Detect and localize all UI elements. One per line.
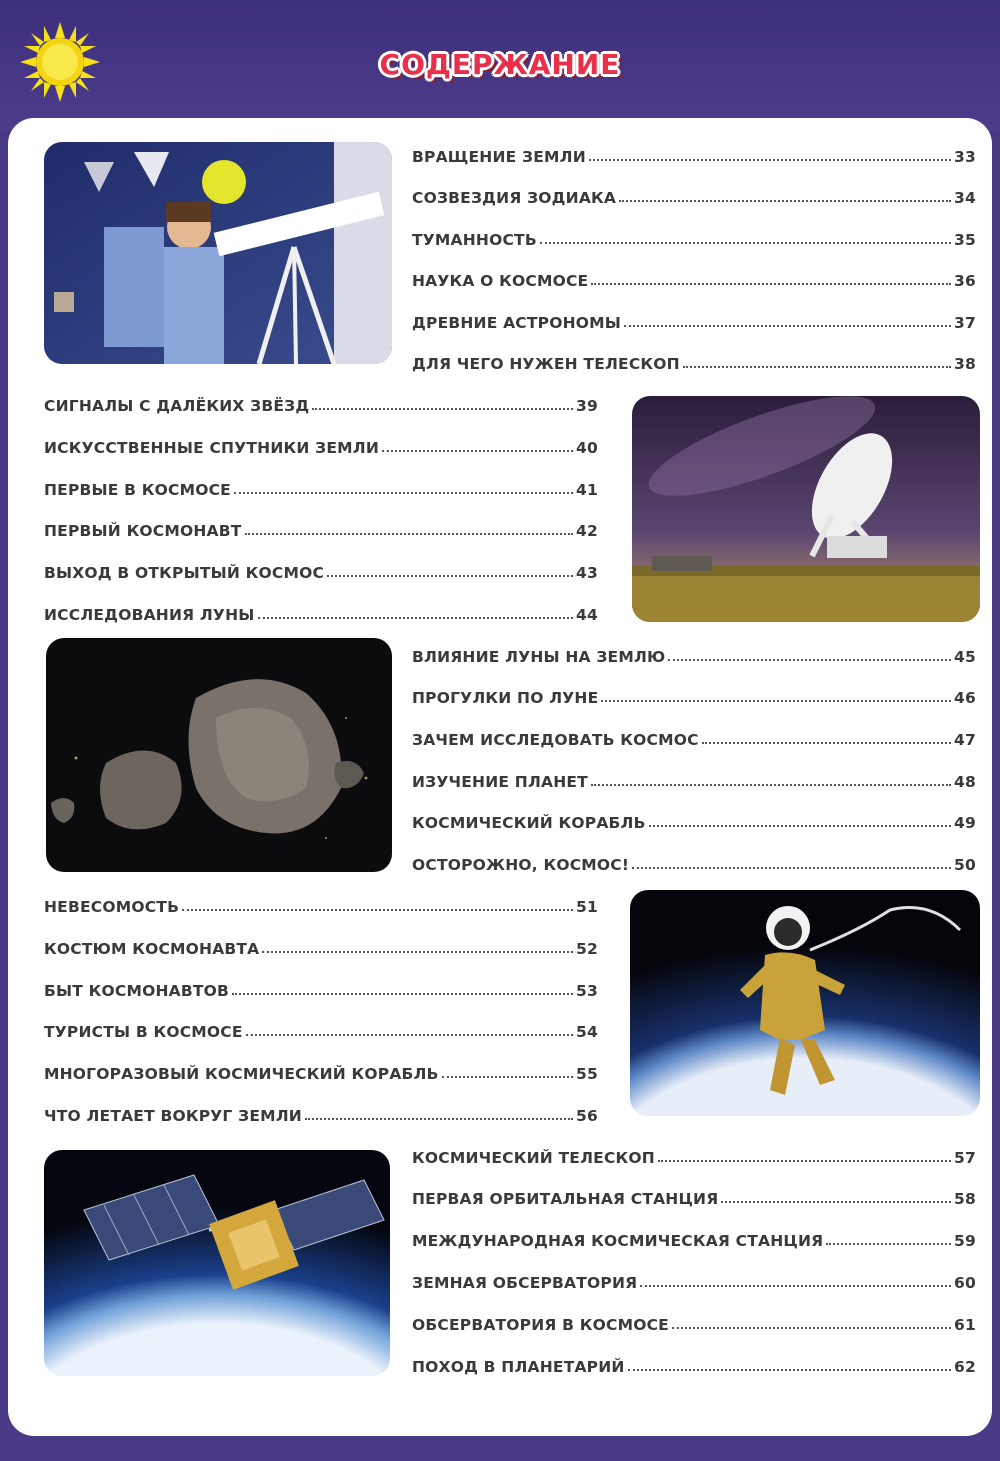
toc-label: ДРЕВНИЕ АСТРОНОМЫ xyxy=(412,314,622,332)
toc-entry[interactable] xyxy=(412,1266,976,1292)
dot-leader xyxy=(245,533,573,535)
toc-page: 59 xyxy=(954,1232,976,1250)
page-title: содержание xyxy=(379,38,621,84)
toc-entry[interactable] xyxy=(44,431,598,457)
toc-page: 42 xyxy=(576,522,598,540)
toc-entry[interactable] xyxy=(44,556,598,582)
toc-entry[interactable] xyxy=(412,1224,976,1250)
toc-label: ВРАЩЕНИЕ ЗЕМЛИ xyxy=(412,148,586,166)
toc-label: ОСТОРОЖНО, КОСМОС! xyxy=(412,856,630,874)
toc-page: 35 xyxy=(954,231,976,249)
toc-label: КОСМИЧЕСКИЙ КОРАБЛЬ xyxy=(412,814,646,832)
dot-leader xyxy=(721,1201,951,1203)
toc-entry[interactable] xyxy=(44,932,598,958)
toc-page: 48 xyxy=(954,773,976,791)
toc-entry[interactable] xyxy=(412,681,976,707)
toc-entry[interactable] xyxy=(44,974,598,1000)
toc-label: КОСТЮМ КОСМОНАВТА xyxy=(44,940,260,958)
toc-page: 40 xyxy=(576,439,598,457)
asteroids-photo xyxy=(46,638,392,872)
dot-leader xyxy=(312,408,573,410)
dot-leader xyxy=(591,283,951,285)
toc-page: 37 xyxy=(954,314,976,332)
toc-page: 45 xyxy=(954,648,976,666)
dot-leader xyxy=(591,784,951,786)
dot-leader xyxy=(601,700,951,702)
dot-leader xyxy=(262,951,573,953)
toc-label: НАУКА О КОСМОСЕ xyxy=(412,272,589,290)
toc-label: ИССЛЕДОВАНИЯ ЛУНЫ xyxy=(44,606,255,624)
toc-page: 39 xyxy=(576,397,598,415)
toc-entry[interactable] xyxy=(44,389,598,415)
dot-leader xyxy=(540,242,951,244)
toc-page: 34 xyxy=(954,189,976,207)
toc-label: ИСКУССТВЕННЫЕ СПУТНИКИ ЗЕМЛИ xyxy=(44,439,380,457)
toc-entry[interactable] xyxy=(412,765,976,791)
toc-label: ВЫХОД В ОТКРЫТЫЙ КОСМОС xyxy=(44,564,325,582)
cosmonaut-photo xyxy=(630,890,980,1116)
toc-label: ОБСЕРВАТОРИЯ В КОСМОСЕ xyxy=(412,1316,669,1334)
toc-page: 44 xyxy=(576,606,598,624)
toc-page: 51 xyxy=(576,898,598,916)
toc-entry[interactable] xyxy=(44,514,598,540)
dot-leader xyxy=(258,617,574,619)
dot-leader xyxy=(632,867,951,869)
satellite-photo xyxy=(44,1150,390,1376)
toc-page: 52 xyxy=(576,940,598,958)
toc-entry[interactable] xyxy=(412,723,976,749)
toc-entry[interactable] xyxy=(412,347,976,373)
toc-label: ПРОГУЛКИ ПО ЛУНЕ xyxy=(412,689,599,707)
toc-page: 50 xyxy=(954,856,976,874)
dot-leader xyxy=(826,1243,951,1245)
toc-page: 41 xyxy=(576,481,598,499)
dot-leader xyxy=(702,742,951,744)
toc-entry[interactable] xyxy=(412,1350,976,1376)
toc-label: ПЕРВАЯ ОРБИТАЛЬНАЯ СТАНЦИЯ xyxy=(412,1190,719,1208)
toc-entry[interactable] xyxy=(412,1182,976,1208)
boy-telescope-photo xyxy=(44,142,392,364)
toc-entry[interactable] xyxy=(412,848,976,874)
dot-leader xyxy=(624,325,951,327)
toc-label: ЧТО ЛЕТАЕТ ВОКРУГ ЗЕМЛИ xyxy=(44,1107,302,1125)
toc-label: ЗЕМНАЯ ОБСЕРВАТОРИЯ xyxy=(412,1274,638,1292)
toc-page: 54 xyxy=(576,1023,598,1041)
toc-page: 62 xyxy=(954,1358,976,1376)
toc-page: 57 xyxy=(954,1149,976,1167)
toc-entry[interactable] xyxy=(44,473,598,499)
dot-leader xyxy=(382,450,573,452)
toc-entry[interactable] xyxy=(412,640,976,666)
dot-leader xyxy=(640,1285,951,1287)
dot-leader xyxy=(305,1118,573,1120)
dot-leader xyxy=(672,1327,951,1329)
toc-page: 58 xyxy=(954,1190,976,1208)
dot-leader xyxy=(619,200,951,202)
dot-leader xyxy=(589,159,951,161)
toc-label: МНОГОРАЗОВЫЙ КОСМИЧЕСКИЙ КОРАБЛЬ xyxy=(44,1065,439,1083)
toc-entry[interactable] xyxy=(412,806,976,832)
toc-entry[interactable] xyxy=(44,1057,598,1083)
dot-leader xyxy=(246,1034,573,1036)
toc-label: ДЛЯ ЧЕГО НУЖЕН ТЕЛЕСКОП xyxy=(412,355,680,373)
toc-page: 33 xyxy=(954,148,976,166)
toc-label: ТУРИСТЫ В КОСМОСЕ xyxy=(44,1023,243,1041)
toc-entry[interactable] xyxy=(412,1308,976,1334)
dot-leader xyxy=(327,575,573,577)
toc-label: СОЗВЕЗДИЯ ЗОДИАКА xyxy=(412,189,617,207)
toc-page: 60 xyxy=(954,1274,976,1292)
toc-label: ВЛИЯНИЕ ЛУНЫ НА ЗЕМЛЮ xyxy=(412,648,666,666)
toc-page: 61 xyxy=(954,1316,976,1334)
toc-label: ПЕРВЫЕ В КОСМОСЕ xyxy=(44,481,231,499)
dot-leader xyxy=(658,1160,951,1162)
radio-telescope-photo xyxy=(632,396,980,622)
toc-page: 38 xyxy=(954,355,976,373)
toc-entry[interactable] xyxy=(412,140,976,166)
dot-leader xyxy=(683,366,951,368)
toc-page: 55 xyxy=(576,1065,598,1083)
toc-entry[interactable] xyxy=(44,890,598,916)
toc-label: НЕВЕСОМОСТЬ xyxy=(44,898,180,916)
toc-label: БЫТ КОСМОНАВТОВ xyxy=(44,982,230,1000)
dot-leader xyxy=(232,993,573,995)
toc-entry[interactable] xyxy=(412,306,976,332)
dot-leader xyxy=(668,659,951,661)
toc-entry[interactable] xyxy=(412,223,976,249)
toc-label: ПЕРВЫЙ КОСМОНАВТ xyxy=(44,522,242,540)
toc-label: ИЗУЧЕНИЕ ПЛАНЕТ xyxy=(412,773,588,791)
toc-page: 36 xyxy=(954,272,976,290)
toc-page: 43 xyxy=(576,564,598,582)
toc-label: ЗАЧЕМ ИССЛЕДОВАТЬ КОСМОС xyxy=(412,731,699,749)
toc-label: ПОХОД В ПЛАНЕТАРИЙ xyxy=(412,1358,625,1376)
toc-entry[interactable] xyxy=(44,1015,598,1041)
toc-page: 56 xyxy=(576,1107,598,1125)
toc-label: МЕЖДУНАРОДНАЯ КОСМИЧЕСКАЯ СТАНЦИЯ xyxy=(412,1232,824,1250)
dot-leader xyxy=(182,909,573,911)
toc-entry[interactable] xyxy=(412,264,976,290)
toc-label: СИГНАЛЫ С ДАЛЁКИХ ЗВЁЗД xyxy=(44,397,310,415)
dot-leader xyxy=(442,1076,573,1078)
toc-page: 53 xyxy=(576,982,598,1000)
dot-leader xyxy=(628,1369,951,1371)
toc-entry[interactable] xyxy=(44,598,598,624)
dot-leader xyxy=(234,492,573,494)
toc-page: 47 xyxy=(954,731,976,749)
dot-leader xyxy=(649,825,951,827)
toc-page: 49 xyxy=(954,814,976,832)
toc-entry[interactable] xyxy=(44,1099,598,1125)
toc-entry[interactable] xyxy=(412,1141,976,1167)
toc-label: ТУМАННОСТЬ xyxy=(412,231,537,249)
toc-entry[interactable] xyxy=(412,181,976,207)
toc-page: 46 xyxy=(954,689,976,707)
toc-label: КОСМИЧЕСКИЙ ТЕЛЕСКОП xyxy=(412,1149,655,1167)
